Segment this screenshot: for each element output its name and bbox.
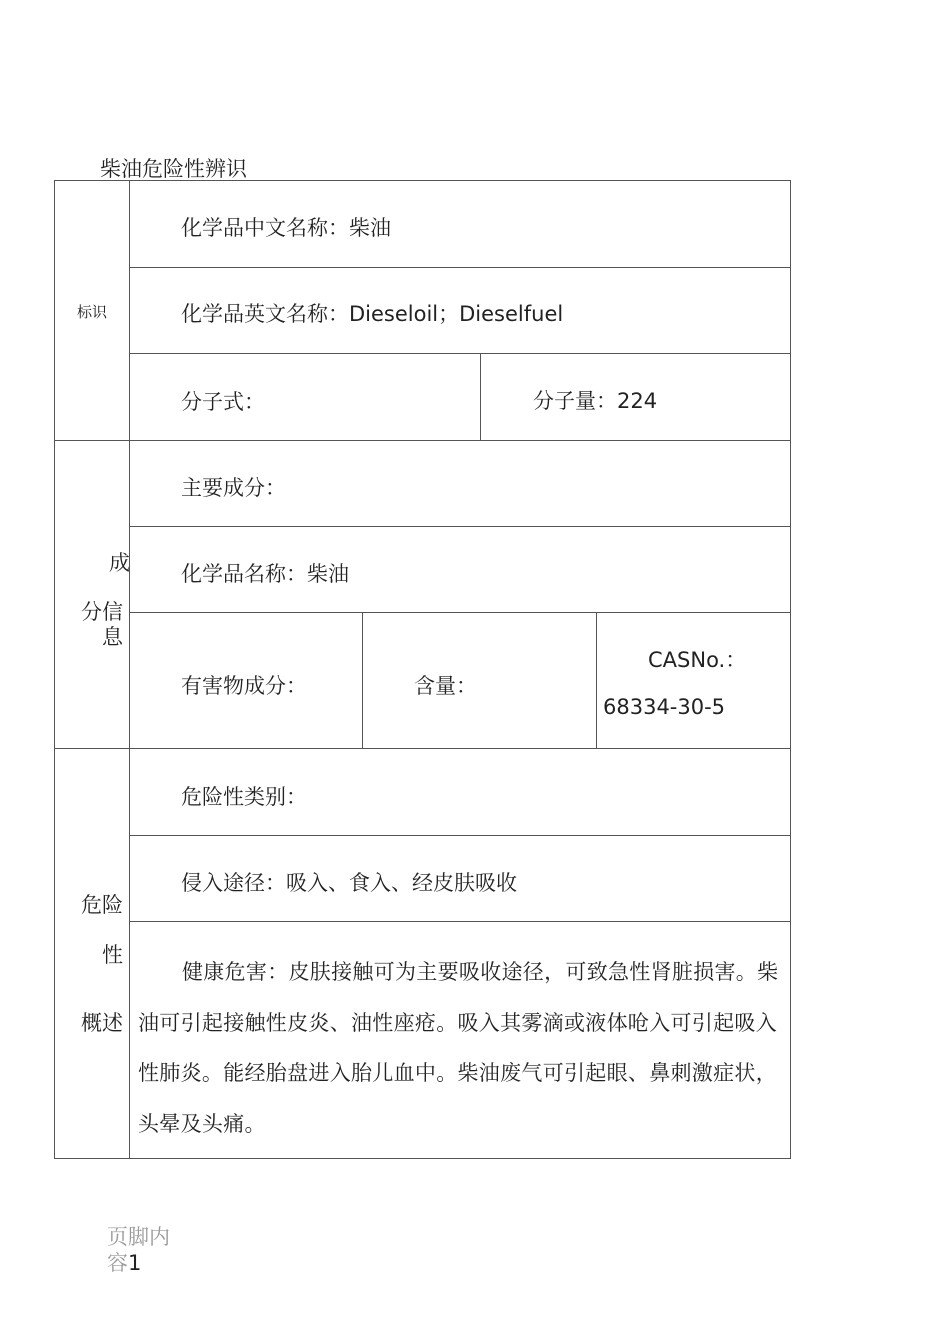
- mol-weight: 分子量：224: [533, 389, 658, 413]
- route-cell: [130, 836, 791, 922]
- hazard-label-line2: 性: [102, 943, 123, 967]
- content: 含量：: [414, 674, 477, 698]
- health-cell: [130, 922, 791, 1159]
- hazard-table: [54, 180, 791, 1159]
- hazard-label-line3: 概述: [81, 1011, 123, 1035]
- formula-cell: [130, 354, 481, 441]
- chem-name: 化学品名称：柴油: [181, 562, 349, 586]
- main-components-cell: [130, 441, 791, 527]
- cn-name: 化学品中文名称：柴油: [181, 216, 391, 240]
- harmful-components: 有害物成分：: [181, 674, 307, 698]
- health-hazard-text: 健康危害：皮肤接触可为主要吸收途径，可致急性肾脏损害。柴油可引起接触性皮炎、油性座疮。吸入其雾滴或液体呛入可引起吸入性肺炎。能经胎盘进入胎儿血中。柴油废气可引起眼、鼻刺激症状，头晕及头痛。: [138, 960, 779, 1136]
- cn-name-cell: [130, 181, 791, 268]
- chem-name-cell: [130, 527, 791, 613]
- composition-label-line2: 分信: [81, 600, 123, 624]
- exposure-route: 侵入途径：吸入、食入、经皮肤吸收: [181, 871, 517, 895]
- hazard-category-cell: [130, 749, 791, 836]
- page-number: 1: [128, 1251, 142, 1275]
- cas-label: CASNo.：: [648, 648, 747, 672]
- page-footer: [107, 1224, 177, 1276]
- footer-text: 页脚内容: [107, 1225, 170, 1275]
- composition-label-line1: 成: [109, 551, 130, 575]
- en-name: 化学品英文名称：Dieseloil；Dieselfuel: [181, 302, 564, 326]
- cas-cell: [597, 613, 791, 749]
- harmful-cell: [130, 613, 363, 749]
- cas-value: 68334-30-5: [603, 695, 726, 719]
- formula: 分子式：: [181, 390, 265, 414]
- mol-weight-cell: [481, 354, 791, 441]
- hazard-label-line1: 危险: [81, 893, 123, 917]
- content-cell: [363, 613, 597, 749]
- document-title: 柴油危险性辨识: [100, 157, 247, 181]
- section-label-identification: [55, 181, 130, 441]
- composition-label-line3: 息: [102, 625, 123, 649]
- main-components: 主要成分：: [181, 476, 286, 500]
- en-name-cell: [130, 268, 791, 354]
- section-label-composition: [55, 441, 130, 749]
- section-label-hazard: [55, 749, 130, 1159]
- identification-label: 标识: [77, 303, 108, 321]
- hazard-category: 危险性类别：: [181, 785, 307, 809]
